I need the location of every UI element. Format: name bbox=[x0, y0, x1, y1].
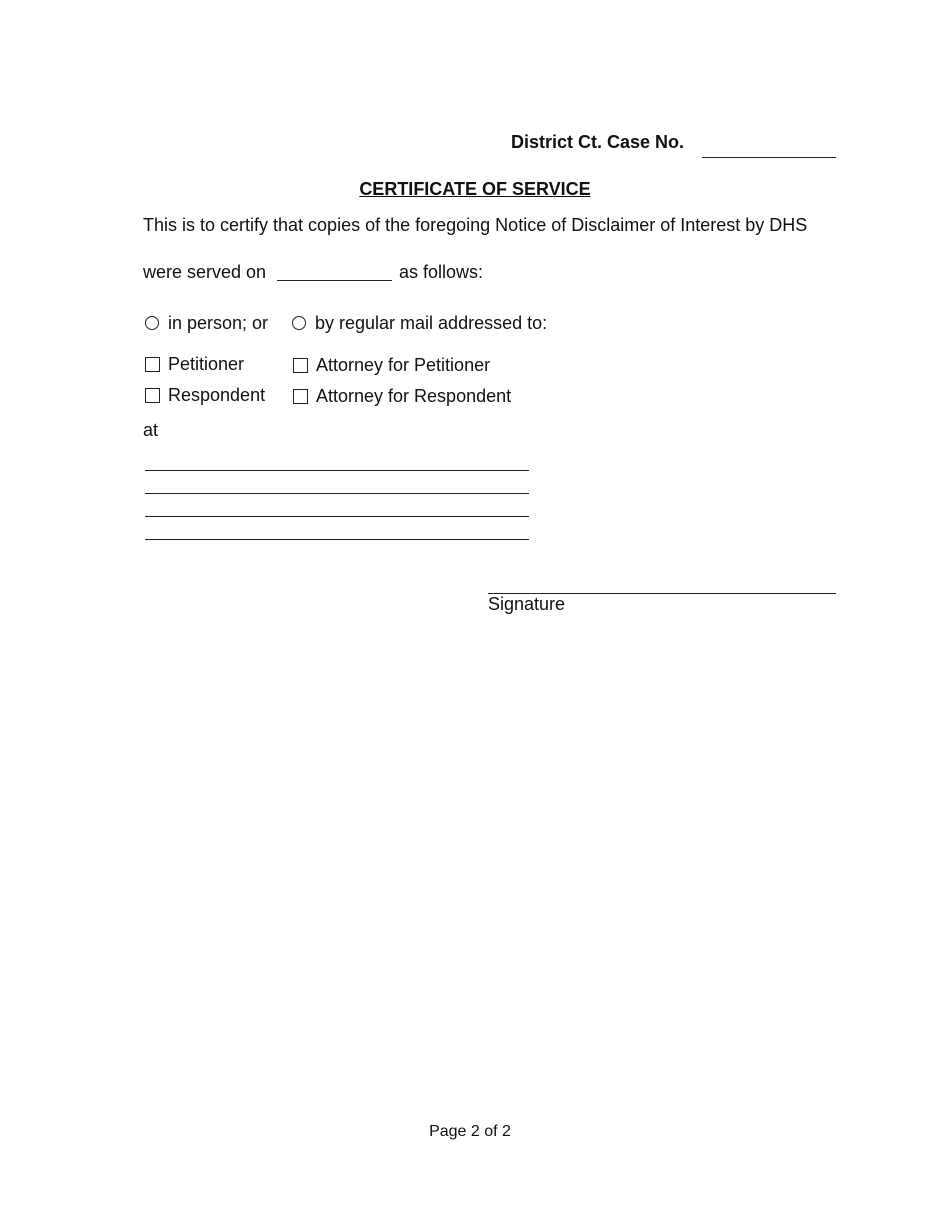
attorney-for-respondent-checkbox[interactable] bbox=[293, 389, 308, 404]
respondent-label: Respondent bbox=[168, 385, 266, 405]
regular-mail-radio[interactable] bbox=[292, 316, 306, 330]
certify-statement: This is to certify that copies of the foregoing Notice of Disclaimer of Interest by DHS bbox=[143, 215, 808, 235]
signature-label: Signature bbox=[488, 594, 566, 614]
regular-mail-label: by regular mail addressed to: bbox=[315, 313, 548, 333]
address-line-2-field[interactable] bbox=[145, 493, 529, 494]
attorney-for-petitioner-label: Attorney for Petitioner bbox=[316, 355, 491, 375]
served-on-label: were served on bbox=[143, 262, 267, 282]
as-follows-label: as follows: bbox=[399, 262, 484, 282]
attorney-for-respondent-label: Attorney for Respondent bbox=[316, 386, 512, 406]
at-label: at bbox=[143, 420, 159, 440]
case-number-field[interactable] bbox=[702, 157, 836, 158]
petitioner-checkbox[interactable] bbox=[145, 357, 160, 372]
attorney-for-petitioner-checkbox[interactable] bbox=[293, 358, 308, 373]
in-person-label: in person; or bbox=[168, 313, 269, 333]
address-line-4-field[interactable] bbox=[145, 539, 529, 540]
page-title: CERTIFICATE OF SERVICE bbox=[359, 179, 591, 199]
respondent-checkbox[interactable] bbox=[145, 388, 160, 403]
in-person-radio[interactable] bbox=[145, 316, 159, 330]
petitioner-label: Petitioner bbox=[168, 354, 245, 374]
address-line-1-field[interactable] bbox=[145, 470, 529, 471]
case-number-label: District Ct. Case No. bbox=[511, 132, 685, 152]
page-number: Page 2 of 2 bbox=[429, 1123, 511, 1140]
address-line-3-field[interactable] bbox=[145, 516, 529, 517]
served-date-field[interactable] bbox=[277, 280, 392, 281]
